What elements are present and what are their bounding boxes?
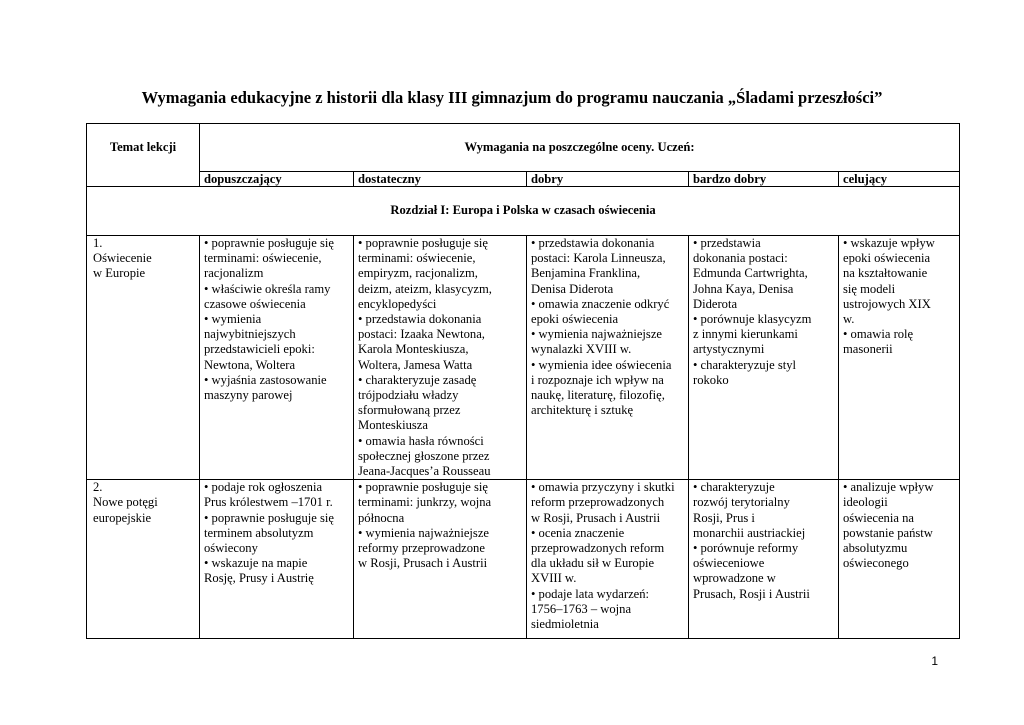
cell-line: Diderota xyxy=(693,296,738,311)
cell-line: • wskazuje na mapie xyxy=(204,556,308,571)
cell-line: encyklopedyści xyxy=(358,296,437,311)
cell-line: na kształtowanie xyxy=(843,266,928,281)
requirement-cell-dostateczny xyxy=(354,480,527,639)
cell-line: monarchii austriackiej xyxy=(693,525,806,540)
grade-header-row xyxy=(87,171,960,186)
section-title: Rozdział I: Europa i Polska w czasach oświecenia xyxy=(87,187,960,236)
cell-line: oświeconego xyxy=(843,556,909,571)
cell-line: artystycznymi xyxy=(693,342,765,357)
cell-line: • wymienia xyxy=(204,312,262,327)
cell-line: Prusach, Rosji i Austrii xyxy=(693,586,810,601)
requirement-cell-celujacy xyxy=(839,480,960,639)
cell-line: Rosję, Prusy i Austrię xyxy=(204,571,314,586)
cell-line: wynalazki XVIII w. xyxy=(531,342,632,357)
cell-line: • wymienia najważniejsze xyxy=(358,525,489,540)
cell-line: Denisa Diderota xyxy=(531,281,614,296)
cell-line: w Rosji, Prusach i Austrii xyxy=(531,510,661,525)
cell-line: terminami: oświecenie, xyxy=(358,251,476,266)
cell-line: oświecony xyxy=(204,541,258,556)
cell-line: epoki oświecenia xyxy=(843,251,931,266)
cell-line: Woltera, Jamesa Watta xyxy=(358,357,473,372)
cell-line: • poprawnie posługuje się xyxy=(358,480,488,495)
requirement-cell-dopuszczajacy xyxy=(200,480,354,639)
header-row xyxy=(87,124,960,172)
cell-line: • omawia hasła równości xyxy=(358,433,484,448)
cell-line: deizm, ateizm, klasycyzm, xyxy=(358,281,492,296)
cell-line: terminami: junkrzy, wojna xyxy=(358,495,492,510)
cell-line: reform przeprowadzonych xyxy=(531,495,665,510)
requirement-cell-dostateczny xyxy=(354,236,527,480)
cell-line: • omawia przyczyny i skutki xyxy=(531,480,675,495)
requirement-cell-dopuszczajacy xyxy=(200,236,354,480)
section-row xyxy=(87,187,960,236)
cell-line: Karola Monteskiusza, xyxy=(358,342,469,357)
cell-line: • charakteryzuje zasadę xyxy=(358,372,477,387)
cell-line: oświeceniowe xyxy=(693,556,765,571)
cell-line: • ocenia znaczenie xyxy=(531,525,625,540)
table-row xyxy=(87,236,960,480)
cell-line: najwybitniejszych xyxy=(204,327,296,342)
grade-bardzo-dobry: bardzo dobry xyxy=(689,171,839,186)
cell-line: rozwój terytorialny xyxy=(693,495,790,510)
grade-dostateczny: dostateczny xyxy=(354,171,527,186)
cell-line: • porównuje klasycyzm xyxy=(693,312,812,327)
cell-line: i rozpoznaje ich wpływ na xyxy=(531,372,664,387)
cell-line: • podaje lata wydarzeń: xyxy=(531,586,650,601)
cell-line: siedmioletnia xyxy=(531,617,599,632)
cell-line: • charakteryzuje styl xyxy=(693,357,797,372)
page-number: 1 xyxy=(931,654,938,668)
cell-line: Newtona, Woltera xyxy=(204,357,296,372)
cell-line: • przedstawia dokonania xyxy=(358,312,482,327)
cell-line: • omawia znaczenie odkryć xyxy=(531,296,670,311)
cell-line: wprowadzone w xyxy=(693,571,776,586)
cell-line: północna xyxy=(358,510,405,525)
cell-line: 1756–1763 – wojna xyxy=(531,601,632,616)
cell-line: • poprawnie posługuje się xyxy=(204,510,334,525)
cell-line: postaci: Izaaka Newtona, xyxy=(358,327,485,342)
document-title: Wymagania edukacyjne z historii dla klasy III gimnazjum do programu nauczania „Śladami przeszłości” xyxy=(141,88,883,107)
requirement-cell-celujacy xyxy=(839,236,960,480)
cell-line: • analizuje wpływ xyxy=(843,480,934,495)
cell-line: Johna Kaya, Denisa xyxy=(693,281,794,296)
cell-line: naukę, literaturę, filozofię, xyxy=(531,388,665,403)
cell-line: sformułowaną przez xyxy=(358,403,461,418)
cell-line: • poprawnie posługuje się xyxy=(204,236,334,250)
cell-line: Nowe potęgi xyxy=(93,495,158,510)
requirement-cell-bardzo-dobry xyxy=(689,236,839,480)
cell-line: się modeli xyxy=(843,281,896,296)
cell-line: przedstawicieli epoki: xyxy=(204,342,315,357)
cell-line: terminem absolutyzm xyxy=(204,525,314,540)
cell-line: w Rosji, Prusach i Austrii xyxy=(358,556,488,571)
cell-line: Edmunda Cartwrighta, xyxy=(693,266,808,281)
cell-line: z innymi kierunkami xyxy=(693,327,798,342)
cell-line: • omawia rolę xyxy=(843,327,914,342)
requirements-table xyxy=(86,123,960,639)
cell-line: maszyny parowej xyxy=(204,388,293,403)
cell-line: europejskie xyxy=(93,510,152,525)
cell-line: społecznej głoszone przez xyxy=(358,448,490,463)
cell-line: oświecenia na xyxy=(843,510,914,525)
cell-line: terminami: oświecenie, xyxy=(204,251,322,266)
requirement-cell-dobry xyxy=(527,236,689,480)
cell-line: przeprowadzonych reform xyxy=(531,541,665,556)
cell-line: • przedstawia dokonania xyxy=(531,236,655,250)
cell-line: rokoko xyxy=(693,372,729,387)
topic-cell xyxy=(87,236,200,480)
cell-line: masonerii xyxy=(843,342,893,357)
cell-line: racjonalizm xyxy=(204,266,264,281)
cell-line: 1. xyxy=(93,236,103,250)
cell-line: • porównuje reformy xyxy=(693,541,799,556)
cell-line: powstanie państw xyxy=(843,525,933,540)
topic-header: Temat lekcji xyxy=(87,124,200,187)
requirements-header: Wymagania na poszczególne oceny. Uczeń: xyxy=(200,124,960,172)
cell-line: postaci: Karola Linneusza, xyxy=(531,251,666,266)
cell-line: dla układu sił w Europie xyxy=(531,556,655,571)
cell-line: • przedstawia xyxy=(693,236,761,250)
cell-line: • wymienia najważniejsze xyxy=(531,327,662,342)
cell-line: ustrojowych XIX xyxy=(843,296,931,311)
table-row xyxy=(87,480,960,639)
cell-line: Oświecenie xyxy=(93,251,152,266)
cell-line: reformy przeprowadzone xyxy=(358,541,485,556)
cell-line: epoki oświecenia xyxy=(531,312,619,327)
cell-line: w. xyxy=(843,312,855,327)
cell-line: ideologii xyxy=(843,495,888,510)
requirement-cell-dobry xyxy=(527,480,689,639)
grade-celujacy: celujący xyxy=(839,171,960,186)
cell-line: XVIII w. xyxy=(531,571,577,586)
cell-line: absolutyzmu xyxy=(843,541,908,556)
grade-dopuszczajacy: dopuszczający xyxy=(200,171,354,186)
cell-line: 2. xyxy=(93,480,103,495)
cell-line: Prus królestwem –1701 r. xyxy=(204,495,333,510)
topic-cell xyxy=(87,480,200,639)
grade-dobry: dobry xyxy=(527,171,689,186)
cell-line: dokonania postaci: xyxy=(693,251,788,266)
cell-line: trójpodziału władzy xyxy=(358,388,459,403)
cell-line: • wskazuje wpływ xyxy=(843,236,935,250)
requirement-cell-bardzo-dobry xyxy=(689,480,839,639)
cell-line: • właściwie określa ramy xyxy=(204,281,331,296)
cell-line: • wymienia idee oświecenia xyxy=(531,357,672,372)
cell-line: Jeana-Jacques’a Rousseau xyxy=(358,464,491,479)
cell-line: architekturę i sztukę xyxy=(531,403,634,418)
cell-line: • podaje rok ogłoszenia xyxy=(204,480,323,495)
cell-line: Benjamina Franklina, xyxy=(531,266,641,281)
cell-line: • wyjaśnia zastosowanie xyxy=(204,372,327,387)
cell-line: w Europie xyxy=(93,266,146,281)
cell-line: empiryzm, racjonalizm, xyxy=(358,266,478,281)
cell-line: • poprawnie posługuje się xyxy=(358,236,488,250)
cell-line: Rosji, Prus i xyxy=(693,510,755,525)
cell-line: • charakteryzuje xyxy=(693,480,775,495)
cell-line: czasowe oświecenia xyxy=(204,296,306,311)
cell-line: Monteskiusza xyxy=(358,418,428,433)
